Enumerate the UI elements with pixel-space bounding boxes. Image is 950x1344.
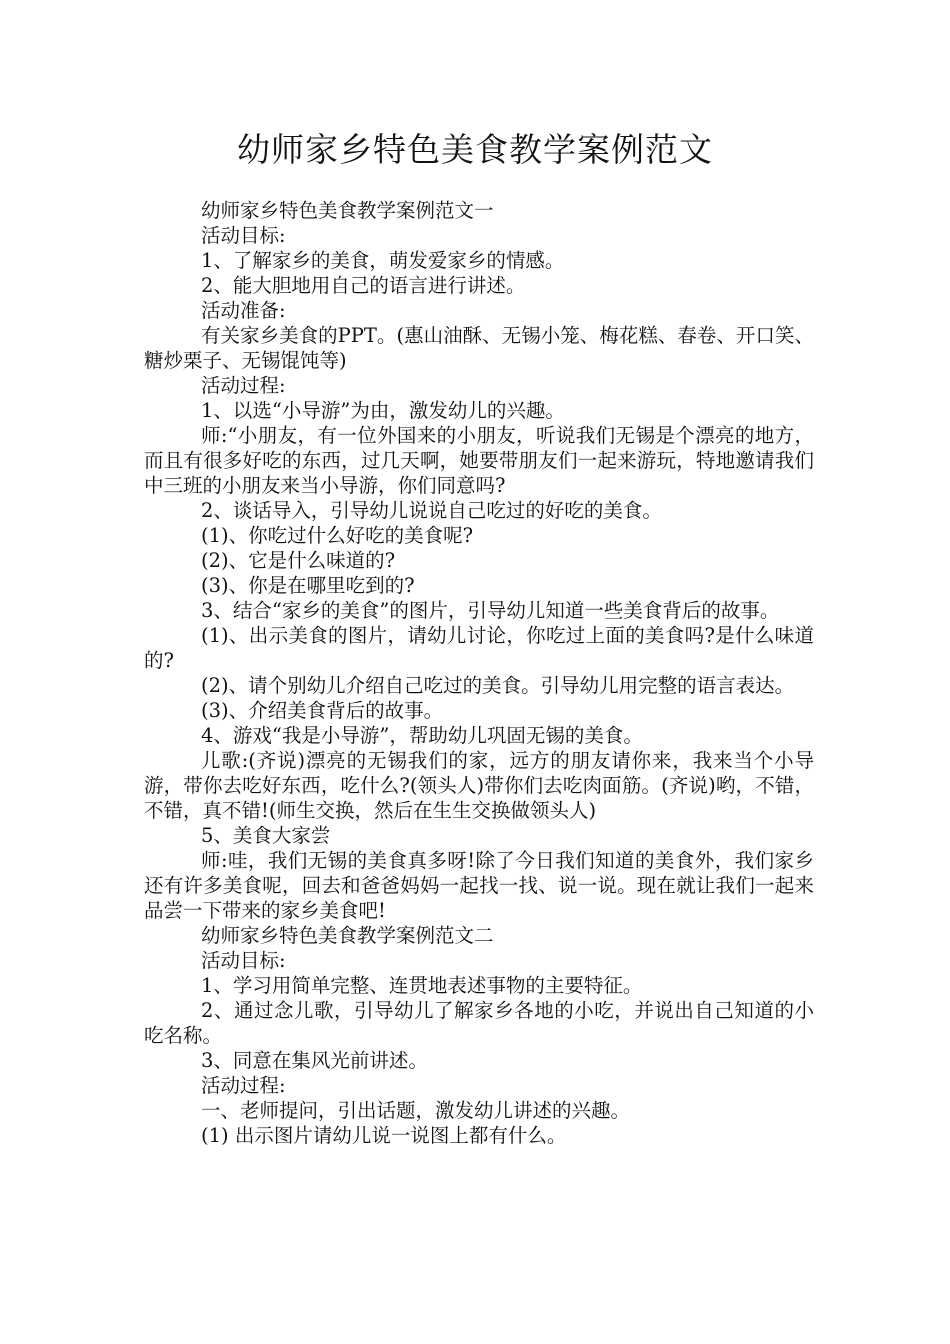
paragraph: 1、以选“小导游”为由，激发幼儿的兴趣。: [201, 399, 565, 422]
paragraph: 幼师家乡特色美食教学案例范文一: [201, 199, 494, 222]
paragraph: 师:“小朋友，有一位外国来的小朋友，听说我们无锡是个漂亮的地方，而且有很多好吃的东西，过几天啊，她要带朋友们一起来游玩，特地邀请我们中三班的小朋友来当小导游，你们同意吗?: [144, 424, 814, 497]
paragraph: (1) 出示图片请幼儿说一说图上都有什么。: [201, 1124, 567, 1147]
paragraph: (2)、请个别幼儿介绍自己吃过的美食。引导幼儿用完整的语言表达。: [201, 674, 795, 697]
paragraph: 一、老师提问，引出话题，激发幼儿讲述的兴趣。: [201, 1099, 631, 1122]
paragraph: 活动准备:: [201, 299, 286, 322]
paragraph: 活动过程:: [201, 1074, 286, 1097]
document-title: 幼师家乡特色美食教学案例范文: [237, 130, 713, 169]
paragraph: (2)、它是什么味道的?: [201, 549, 396, 572]
paragraph: (1)、你吃过什么好吃的美食呢?: [201, 524, 474, 547]
paragraph: 2、能大胆地用自己的语言进行讲述。: [201, 274, 526, 297]
document-body: [144, 198, 814, 1148]
paragraph: 幼师家乡特色美食教学案例范文二: [201, 924, 494, 947]
paragraph: 活动过程:: [201, 374, 286, 397]
paragraph: 2、通过念儿歌，引导幼儿了解家乡各地的小吃，并说出自己知道的小吃名称。: [144, 999, 814, 1047]
paragraph: 1、了解家乡的美食，萌发爱家乡的情感。: [201, 249, 565, 272]
paragraph: (3)、你是在哪里吃到的?: [201, 574, 415, 597]
paragraph: 师:哇，我们无锡的美食真多呀!除了今日我们知道的美食外，我们家乡还有许多美食呢，回去和爸爸妈妈一起找一找、说一说。现在就让我们一起来品尝一下带来的家乡美食吧!: [144, 849, 814, 922]
paragraph: 5、美食大家尝: [201, 824, 331, 847]
paragraph: 4、游戏“我是小导游”，帮助幼儿巩固无锡的美食。: [201, 724, 643, 747]
paragraph: 活动目标:: [201, 224, 286, 247]
paragraph: 3、结合“家乡的美食”的图片，引导幼儿知道一些美食背后的故事。: [201, 599, 780, 622]
paragraph: 2、谈话导入，引导幼儿说说自己吃过的好吃的美食。: [201, 499, 662, 522]
paragraph: 儿歌:(齐说)漂亮的无锡我们的家，远方的朋友请你来，我来当个小导游，带你去吃好东西，吃什么?(领头人)带你们去吃肉面筋。(齐说)哟，不错，不错，真不错!(师生交换，然后在生生交换做领头人): [144, 749, 814, 822]
paragraph: (1)、出示美食的图片，请幼儿讨论，你吃过上面的美食吗?是什么味道的?: [144, 624, 814, 672]
paragraph: 有关家乡美食的PPT。(惠山油酥、无锡小笼、梅花糕、春卷、开口笑、糖炒栗子、无锡馄饨等): [144, 324, 814, 372]
paragraph: (3)、介绍美食背后的故事。: [201, 699, 444, 722]
paragraph: 活动目标:: [201, 949, 286, 972]
paragraph: 1、学习用简单完整、连贯地表述事物的主要特征。: [201, 974, 643, 997]
paragraph: 3、同意在集风光前讲述。: [201, 1049, 428, 1072]
